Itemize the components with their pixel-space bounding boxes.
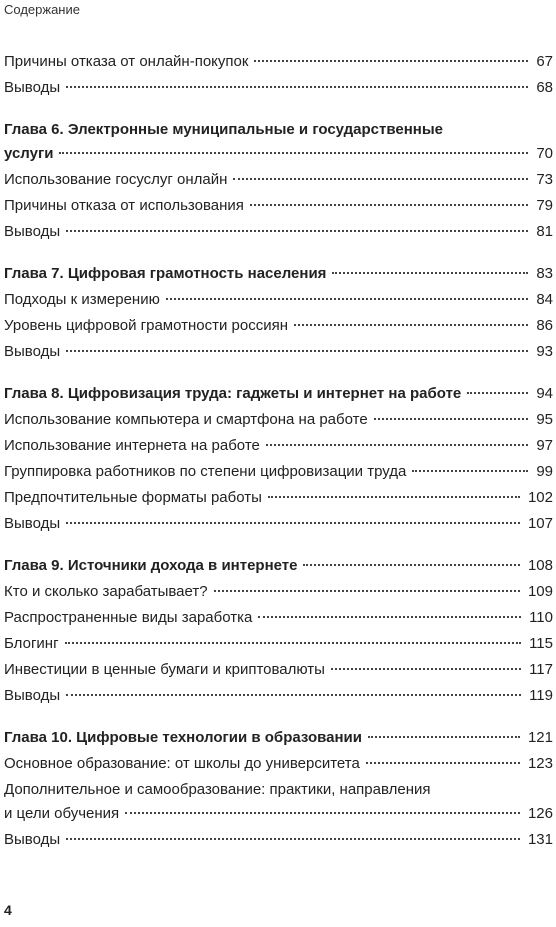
dot-leader xyxy=(125,812,520,814)
chapter-heading-page: 70 xyxy=(536,145,553,162)
toc-entry-page: 119 xyxy=(529,687,553,704)
chapter-heading xyxy=(4,554,556,578)
toc-entry-label: Выводы xyxy=(4,687,61,704)
chapter-heading-label: Глава 10. Цифровые технологии в образовании xyxy=(4,729,363,746)
toc-entry-page: 95 xyxy=(536,411,553,428)
toc-entry-page: 110 xyxy=(529,609,553,626)
toc-entry xyxy=(4,408,556,432)
toc-entry-label: Выводы xyxy=(4,831,61,848)
toc-entry xyxy=(4,658,556,682)
toc-entry-page: 84 xyxy=(536,291,553,308)
toc-entry-label: Распространенные виды заработка xyxy=(4,609,253,626)
toc-entry-label: Предпочтительные форматы работы xyxy=(4,489,262,506)
toc-entry-page: 97 xyxy=(536,437,553,454)
dot-leader xyxy=(268,496,520,498)
toc-entry-label: Использование интернета на работе xyxy=(4,437,260,454)
chapter-heading xyxy=(4,382,556,406)
dot-leader xyxy=(66,350,528,352)
toc-entry-label: Кто и сколько зарабатывает? xyxy=(4,583,208,600)
dot-leader xyxy=(467,392,528,394)
dot-leader xyxy=(266,444,528,446)
chapter-heading xyxy=(4,142,556,166)
dot-leader xyxy=(258,616,521,618)
toc-entry-label: Выводы xyxy=(4,79,61,96)
dot-leader xyxy=(233,178,528,180)
toc-entry-page: 68 xyxy=(536,79,553,96)
toc-entry-page: 126 xyxy=(527,805,553,822)
toc-entry xyxy=(4,684,556,708)
toc-entry-label: Причины отказа от использования xyxy=(4,197,244,214)
toc-entry-page: 67 xyxy=(536,53,553,70)
toc-entry xyxy=(4,220,556,244)
toc-entry-page: 73 xyxy=(536,171,553,188)
toc-entry xyxy=(4,802,556,826)
toc-entry-label: Блогинг xyxy=(4,635,59,652)
toc-entry xyxy=(4,194,556,218)
dot-leader xyxy=(368,736,520,738)
chapter-heading-label: Глава 7. Цифровая грамотность населения xyxy=(4,265,327,282)
toc-entry-page: 109 xyxy=(527,583,553,600)
toc-entry xyxy=(4,288,556,312)
toc-entry-page: 86 xyxy=(536,317,553,334)
toc-entry-label: Уровень цифровой грамотности россиян xyxy=(4,317,288,334)
running-header: Содержание xyxy=(4,2,80,17)
toc-entry-page: 107 xyxy=(527,515,553,532)
chapter-heading-line: Глава 6. Электронные муниципальные и государственные xyxy=(4,121,443,138)
toc-entry-label: Выводы xyxy=(4,343,61,360)
toc-entry-label: Группировка работников по степени цифровизации труда xyxy=(4,463,407,480)
chapter-heading-label: услуги xyxy=(4,145,54,162)
toc-entry-label-line: Дополнительное и самообразование: практики, направления xyxy=(4,781,431,798)
dot-leader xyxy=(294,324,528,326)
dot-leader xyxy=(250,204,528,206)
toc-entry-label: Основное образование: от школы до университета xyxy=(4,755,360,772)
toc-entry-label: Выводы xyxy=(4,515,61,532)
dot-leader xyxy=(332,272,528,274)
dot-leader xyxy=(66,522,520,524)
dot-leader xyxy=(65,642,522,644)
chapter-heading xyxy=(4,726,556,750)
chapter-heading-label: Глава 8. Цифровизация труда: гаджеты и интернет на работе xyxy=(4,385,462,402)
toc-entry xyxy=(4,314,556,338)
toc-entry-page: 102 xyxy=(527,489,553,506)
dot-leader xyxy=(66,838,520,840)
toc-entry xyxy=(4,752,556,776)
toc-entry-page: 117 xyxy=(529,661,553,678)
dot-leader xyxy=(59,152,528,154)
toc-entry-label: Использование компьютера и смартфона на работе xyxy=(4,411,368,428)
toc-entry xyxy=(4,512,556,536)
toc-entry xyxy=(4,340,556,364)
toc-entry-page: 115 xyxy=(529,635,553,652)
dot-leader xyxy=(366,762,520,764)
toc-entry xyxy=(4,434,556,458)
dot-leader xyxy=(412,470,528,472)
toc-entry xyxy=(4,580,556,604)
dot-leader xyxy=(214,590,520,592)
toc-entry-page: 99 xyxy=(536,463,553,480)
dot-leader xyxy=(66,86,528,88)
toc-entry xyxy=(4,828,556,852)
toc-entry xyxy=(4,50,556,74)
chapter-heading-page: 108 xyxy=(527,557,553,574)
dot-leader xyxy=(374,418,529,420)
page-number: 4 xyxy=(4,902,12,918)
dot-leader xyxy=(303,564,519,566)
toc-entry-page: 81 xyxy=(536,223,553,240)
dot-leader xyxy=(166,298,528,300)
toc-entry xyxy=(4,460,556,484)
toc-entry-page: 131 xyxy=(527,831,553,848)
toc-entry xyxy=(4,486,556,510)
toc-entry xyxy=(4,606,556,630)
toc-entry-page: 123 xyxy=(527,755,553,772)
toc-entry-page: 93 xyxy=(536,343,553,360)
toc-entry xyxy=(4,168,556,192)
chapter-heading-page: 94 xyxy=(536,385,553,402)
toc-entry-label: Выводы xyxy=(4,223,61,240)
dot-leader xyxy=(66,694,521,696)
dot-leader xyxy=(331,668,521,670)
toc-entry-page: 79 xyxy=(536,197,553,214)
chapter-heading-label: Глава 9. Источники дохода в интернете xyxy=(4,557,298,574)
toc-entry xyxy=(4,76,556,100)
toc-entry-label: Использование госуслуг онлайн xyxy=(4,171,228,188)
toc-entry-label: Подходы к измерению xyxy=(4,291,160,308)
dot-leader xyxy=(66,230,528,232)
table-of-contents xyxy=(4,50,556,852)
chapter-heading-page: 83 xyxy=(536,265,553,282)
toc-entry-label: Причины отказа от онлайн-покупок xyxy=(4,53,249,70)
toc-entry xyxy=(4,632,556,656)
toc-entry-label: Инвестиции в ценные бумаги и криптовалюты xyxy=(4,661,325,678)
dot-leader xyxy=(254,60,528,62)
chapter-heading xyxy=(4,262,556,286)
toc-entry-label: и цели обучения xyxy=(4,805,120,822)
chapter-heading-page: 121 xyxy=(527,729,553,746)
